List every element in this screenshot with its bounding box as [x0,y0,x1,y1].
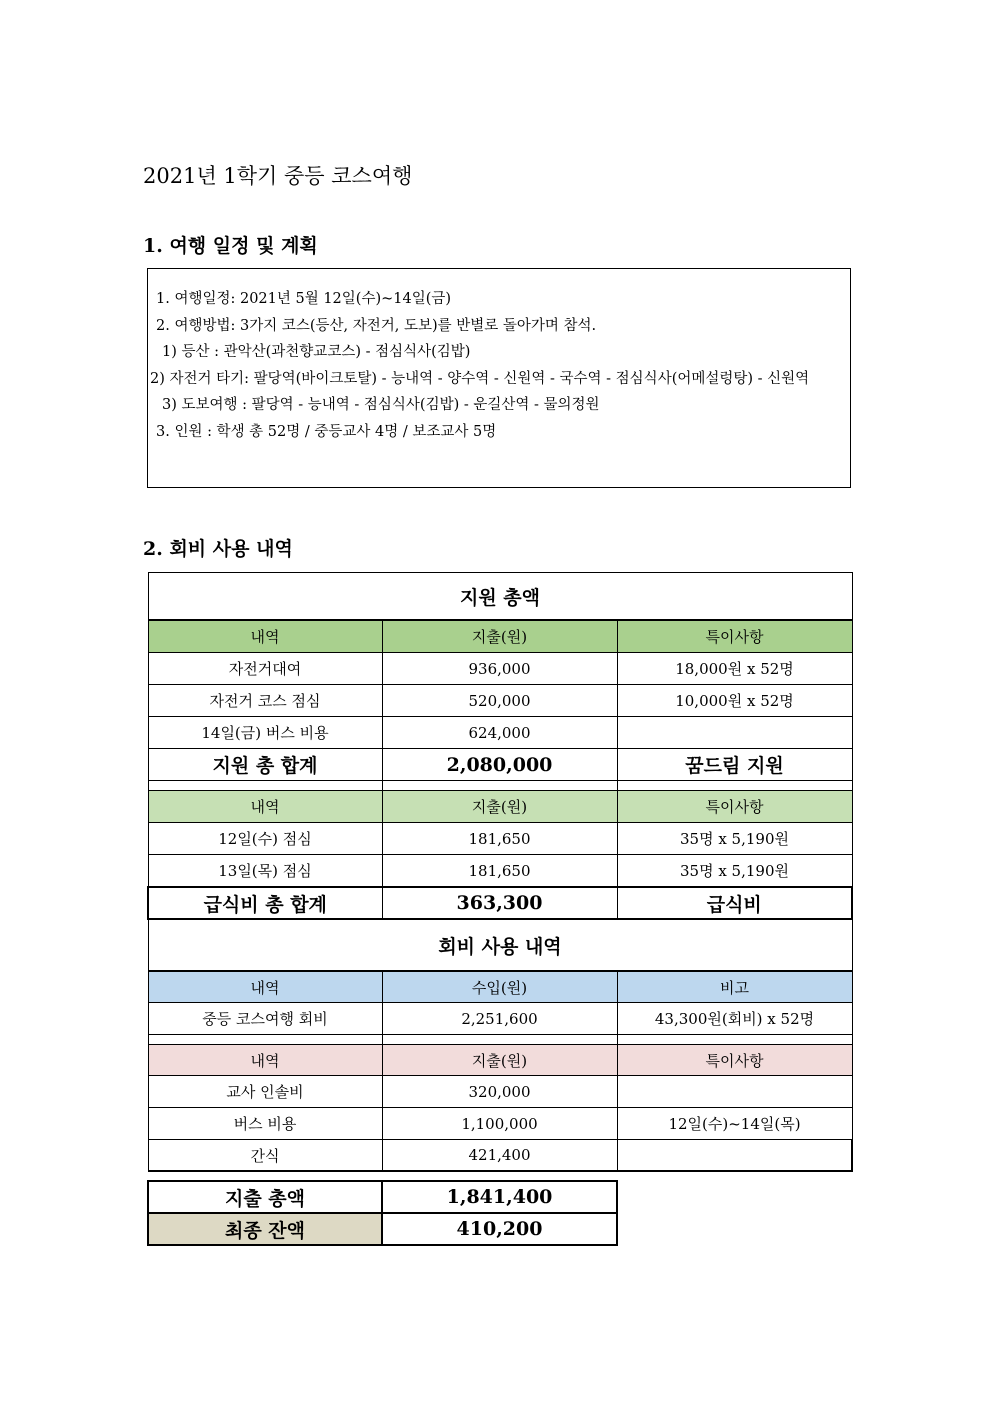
plan-line: 2) 자전거 타기: 팔당역(바이크토탈) - 능내역 - 양수역 - 신원역 - 국수역 - 점심식사(어메설렁탕) - 신원역 [150,370,810,387]
plan-box [147,268,851,488]
final-balance-row [148,1213,617,1245]
fees-banner-row [148,919,852,971]
table-cell: 43,300원(회비) x 52명 [617,1003,852,1035]
support-banner: 지원 총액 [148,573,852,621]
total-cell: 급식비 [617,887,852,919]
final-balance-label: 최종 잔액 [148,1213,382,1245]
total-cell: 363,300 [382,887,617,919]
plan-line: 3) 도보여행 : 팔당역 - 능내역 - 점심식사(김밥) - 운길산역 - 물의정원 [162,397,600,413]
fees-banner: 회비 사용 내역 [148,919,852,971]
table-cell: 624,000 [382,717,617,749]
table-cell: 13일(목) 점심 [148,855,382,888]
spacer-row [148,1035,852,1045]
table-cell: 181,650 [382,823,617,855]
table-row [148,1140,852,1172]
total-cell: 꿈드림 지원 [617,749,852,781]
table-cell: 12일(수)~14일(목) [617,1108,852,1140]
table-row [148,823,852,855]
header-cell: 지출(원) [382,620,617,653]
expense-total-row [148,1181,617,1213]
support-total-row [148,749,852,781]
expense-header-row [148,1045,852,1076]
header-cell: 내역 [148,971,382,1003]
plan-line: 1) 등산 : 관악산(과천향교코스) - 점심식사(김밥) [162,344,471,360]
total-cell: 지출 총액 [148,1181,382,1213]
section2-heading: 2. 회비 사용 내역 [143,538,293,560]
total-cell: 1,841,400 [382,1181,617,1213]
table-cell [617,717,852,749]
table-row [148,653,852,685]
plan-line: 3. 인원 : 학생 총 52명 / 중등교사 4명 / 보조교사 5명 [156,423,497,440]
header-cell: 특이사항 [617,1045,852,1076]
total-cell: 급식비 총 합계 [148,887,382,919]
header-cell: 내역 [148,620,382,653]
income-header-row [148,971,852,1003]
header-cell: 지출(원) [382,1045,617,1076]
table-cell: 936,000 [382,653,617,685]
table-cell: 35명 x 5,190원 [617,823,852,855]
table-cell: 14일(금) 버스 비용 [148,717,382,749]
plan-line: 2. 여행방법: 3가지 코스(등산, 자전거, 도보)를 반별로 돌아가며 참석. [156,317,597,334]
table-cell: 2,251,600 [382,1003,617,1035]
table-row [148,1108,852,1140]
total-cell: 2,080,000 [382,749,617,781]
totals-table [147,1180,618,1246]
table-cell: 18,000원 x 52명 [617,653,852,685]
table-cell: 421,400 [382,1140,617,1172]
total-cell: 지원 총 합계 [148,749,382,781]
table-cell: 자전거 코스 점심 [148,685,382,717]
plan-line: 1. 여행일정: 2021년 5월 12일(수)~14일(금) [156,291,452,307]
header-cell: 내역 [148,791,382,823]
table-cell: 교사 인솔비 [148,1076,382,1108]
spacer-row [148,781,852,791]
table-cell: 10,000원 x 52명 [617,685,852,717]
meals-total-row [148,887,852,919]
header-cell: 수입(원) [382,971,617,1003]
table-cell: 버스 비용 [148,1108,382,1140]
final-balance-value: 410,200 [382,1213,617,1245]
table-cell: 12일(수) 점심 [148,823,382,855]
table-cell: 자전거대여 [148,653,382,685]
expense-table [147,572,853,1172]
section1-heading: 1. 여행 일정 및 계획 [143,235,318,257]
header-cell: 비고 [617,971,852,1003]
table-cell: 320,000 [382,1076,617,1108]
support-header-row [148,620,852,653]
table-cell: 35명 x 5,190원 [617,855,852,888]
meals-header-row [148,791,852,823]
header-cell: 내역 [148,1045,382,1076]
table-cell: 181,650 [382,855,617,888]
table-cell: 520,000 [382,685,617,717]
table-cell: 간식 [148,1140,382,1172]
document-title: 2021년 1학기 중등 코스여행 [143,164,413,188]
table-row [148,855,852,888]
table-cell [617,1076,852,1108]
support-banner-row [148,573,852,621]
table-row [148,1003,852,1035]
table-cell: 1,100,000 [382,1108,617,1140]
table-row [148,717,852,749]
table-row [148,685,852,717]
header-cell: 특이사항 [617,791,852,823]
table-cell: 중등 코스여행 회비 [148,1003,382,1035]
table-cell [617,1140,852,1172]
header-cell: 지출(원) [382,791,617,823]
table-row [148,1076,852,1108]
header-cell: 특이사항 [617,620,852,653]
